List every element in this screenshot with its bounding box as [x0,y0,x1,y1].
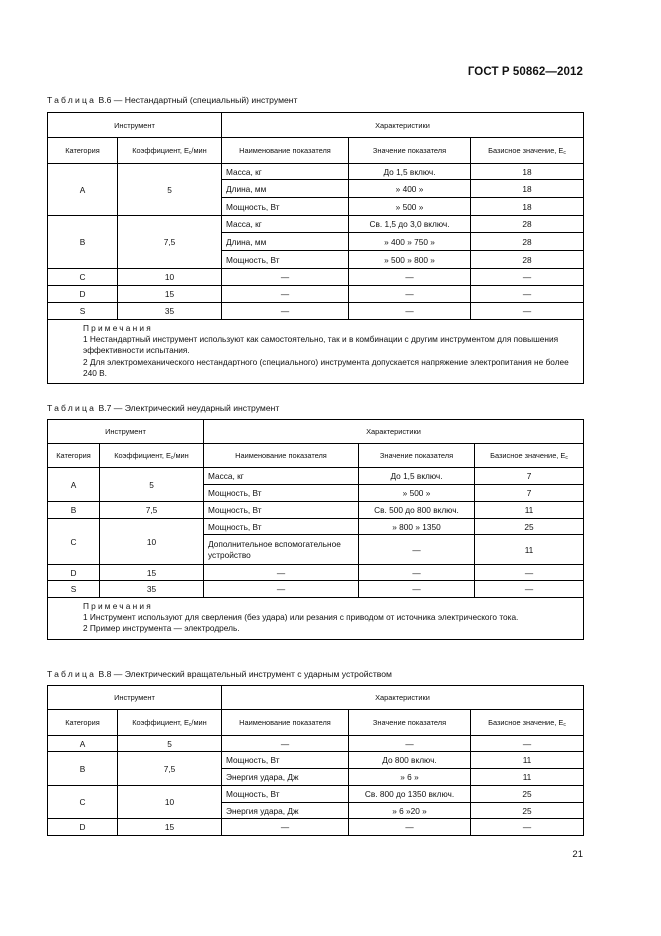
cell-param: Длина, мм [222,180,349,198]
cell-param: Масса, кг [222,216,349,233]
table-row [48,786,584,803]
cell-value: » 500 » [349,198,471,216]
cell-coef: 15 [118,286,222,303]
col-group-instrument: Инструмент [48,686,222,710]
table-caption-b6: Таблица В.6 — Нестандартный (специальный) инструмент [47,95,298,105]
cell-coef: 10 [118,786,222,819]
cell-coef: 15 [118,819,222,836]
cell-base: 11 [471,752,584,769]
table-row [48,565,584,581]
cell-param: Мощность, Вт [204,502,359,519]
cell-base: 28 [471,251,584,269]
notes-title: Примечания [83,323,153,333]
cell-base: 7 [475,468,584,485]
col-value: Значение показателя [349,710,471,736]
cell-value: » 400 » 750 » [349,233,471,251]
col-param: Наименование показателя [204,444,359,468]
table-row [48,519,584,535]
cell-coef: 7,5 [118,216,222,269]
cell-category: C [48,786,118,819]
cell-coef: 5 [118,736,222,752]
cell-base: 28 [471,216,584,233]
cell-base: — [471,736,584,752]
cell-category: B [48,216,118,269]
col-coefficient: Коэффициент, $E_c$/мин [118,710,222,736]
col-group-instrument: Инструмент [48,113,222,138]
cell-category: S [48,581,100,598]
table-b8 [47,685,584,836]
cell-param: Мощность, Вт [222,786,349,803]
col-base: Базисное значение, $E_c$ [475,444,584,468]
notes-title: Примечания [83,601,153,611]
note-item: 2 Для электромеханического нестандартного (специального) инструмента допускается напряжение электропитания не более 240 В. [83,356,569,378]
cell-value: — [349,303,471,320]
page-number: 21 [572,849,583,860]
cell-base: — [471,269,584,286]
col-coefficient: Коэффициент, $E_c$/мин [100,444,204,468]
cell-value: — [349,269,471,286]
table-row [48,819,584,836]
cell-value: Св. 500 до 800 включ. [359,502,475,519]
cell-base: — [471,303,584,320]
cell-base: 25 [471,803,584,819]
col-value: Значение показателя [349,138,471,164]
col-category: Категория [48,138,118,164]
cell-value: До 1,5 включ. [359,468,475,485]
cell-value: До 1,5 включ. [349,164,471,180]
cell-base: 11 [475,502,584,519]
cell-param: — [204,581,359,598]
cell-coef: 5 [100,468,204,502]
cell-value: » 400 » [349,180,471,198]
cell-base: — [475,581,584,598]
cell-param: — [222,819,349,836]
cell-base: 18 [471,198,584,216]
cell-category: A [48,736,118,752]
cell-param: — [222,269,349,286]
cell-base: — [475,565,584,581]
cell-param: Энергия удара, Дж [222,769,349,786]
cell-param: — [222,303,349,320]
table-row [48,752,584,769]
cell-value: » 500 » 800 » [349,251,471,269]
cell-value: — [359,565,475,581]
note-item: 2 Пример инструмента — электродрель. [83,623,240,634]
cell-param: Мощность, Вт [222,251,349,269]
cell-category: A [48,468,100,502]
cell-coef: 35 [100,581,204,598]
cell-coef: 10 [118,269,222,286]
cell-param: — [204,565,359,581]
cell-category: B [48,502,100,519]
cell-value: — [359,535,475,565]
note-item: 1 Нестандартный инструмент используют как самостоятельно, так и в комбинации с другим инструментом для повышения эффективности испытания. [83,334,559,356]
cell-base: 28 [471,233,584,251]
table-row [48,502,584,519]
cell-coef: 7,5 [118,752,222,786]
cell-param: Масса, кг [204,468,359,485]
cell-category: A [48,164,118,216]
cell-value: — [349,736,471,752]
cell-category: C [48,519,100,565]
cell-param: Длина, мм [222,233,349,251]
standard-designation: ГОСТ Р 50862—2012 [467,66,583,78]
cell-category: D [48,565,100,581]
table-b7 [47,419,584,640]
cell-coef: 15 [100,565,204,581]
cell-value: » 500 » [359,485,475,502]
table-row [48,581,584,598]
cell-base: — [471,819,584,836]
cell-base: 25 [475,519,584,535]
cell-base: 18 [471,164,584,180]
cell-param: — [222,286,349,303]
table-row [48,216,584,233]
table-notes [48,320,584,384]
col-group-characteristics: Характеристики [222,686,584,710]
cell-param: Мощность, Вт [204,485,359,502]
table-notes [48,598,584,640]
cell-category: D [48,819,118,836]
cell-base: 18 [471,180,584,198]
cell-base: 11 [471,769,584,786]
col-category: Категория [48,444,100,468]
table-b6 [47,112,584,384]
table-caption-b8: Таблица В.8 — Электрический вращательный инструмент с ударным устройством [47,669,392,679]
cell-category: B [48,752,118,786]
table-row [48,303,584,320]
cell-coef: 10 [100,519,204,565]
note-item: 1 Инструмент используют для сверления (без удара) или резания с приводом от источника электрического тока. [83,612,519,623]
cell-coef: 7,5 [100,502,204,519]
table-caption-b7: Таблица В.7 — Электрический неударный инструмент [47,403,280,413]
cell-coef: 35 [118,303,222,320]
cell-value: — [349,286,471,303]
cell-param: Масса, кг [222,164,349,180]
col-base: Базисное значение, $E_c$ [471,138,584,164]
col-group-characteristics: Характеристики [204,420,584,444]
col-param: Наименование показателя [222,710,349,736]
col-category: Категория [48,710,118,736]
table-row [48,286,584,303]
cell-base: 7 [475,485,584,502]
table-row [48,269,584,286]
cell-category: S [48,303,118,320]
col-coefficient: Коэффициент, $E_c$/мин [118,138,222,164]
cell-coef: 5 [118,164,222,216]
cell-value: » 6 »20 » [349,803,471,819]
cell-param: Энергия удара, Дж [222,803,349,819]
cell-value: » 800 » 1350 [359,519,475,535]
cell-param: Дополнительное вспомогательное устройство [204,535,359,565]
cell-base: 11 [475,535,584,565]
cell-value: — [359,581,475,598]
cell-param: Мощность, Вт [222,198,349,216]
col-param: Наименование показателя [222,138,349,164]
cell-param: Мощность, Вт [222,752,349,769]
cell-value: Св. 1,5 до 3,0 включ. [349,216,471,233]
table-row [48,736,584,752]
table-row [48,164,584,180]
table-row [48,468,584,485]
cell-value: — [349,819,471,836]
cell-param: Мощность, Вт [204,519,359,535]
col-value: Значение показателя [359,444,475,468]
cell-value: До 800 включ. [349,752,471,769]
cell-param: — [222,736,349,752]
col-group-characteristics: Характеристики [222,113,584,138]
cell-base: — [471,286,584,303]
cell-value: Св. 800 до 1350 включ. [349,786,471,803]
cell-value: » 6 » [349,769,471,786]
cell-category: C [48,269,118,286]
col-base: Базисное значение, $E_c$ [471,710,584,736]
cell-base: 25 [471,786,584,803]
cell-category: D [48,286,118,303]
col-group-instrument: Инструмент [48,420,204,444]
